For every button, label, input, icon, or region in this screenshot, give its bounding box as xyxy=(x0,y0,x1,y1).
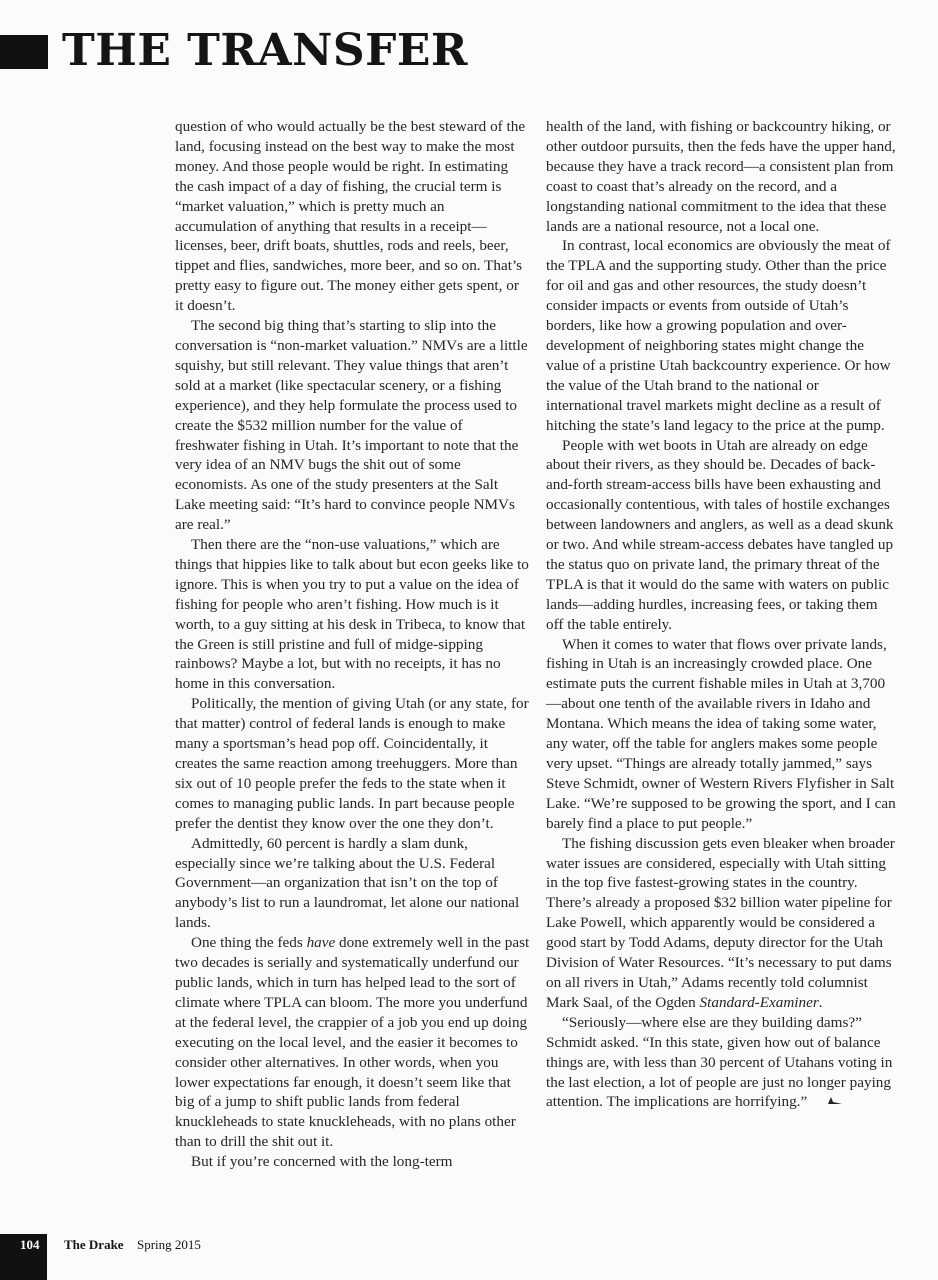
paragraph xyxy=(546,1013,898,1114)
page-number: 104 xyxy=(20,1237,40,1252)
emphasis-text: Standard-Examiner xyxy=(699,993,819,1011)
article-column-left xyxy=(175,117,530,1172)
paragraph-text: One thing the feds xyxy=(191,934,307,952)
paragraph-text: The fishing discussion gets even bleaker when broader water issues are considered, especially with Utah sitting in the top five fastest-growing states in the country. There’s already a proposed $32 billion water pipeline for Lake Powell, which apparently would be considered a good start by Todd Adams, deputy director for the Utah Division of Water Resources. “It’s necessary to put dams on all rivers in Utah,” Adams recently told columnist Mark Saal, of the Ogden xyxy=(546,834,895,1011)
paragraph: health of the land, with fishing or backcountry hiking, or other outdoor pursuits, then the feds have the upper hand, because they have a track record—a consistent plan from coast to coast that’s already on the record, and a longstanding national commitment to the idea that these lands are a national resource, not a local one. xyxy=(546,118,896,235)
fish-end-mark-icon xyxy=(811,1093,843,1113)
emphasis-text: have xyxy=(306,934,336,952)
paragraph: In contrast, local economics are obviously the meat of the TPLA and the supporting study. Other than the price for oil and gas and other resources, the study doesn’t consider impacts or events from outside of Utah’s borders, like how a growing population and over-development of neighboring states might change the value of a pristine Utah backcountry experience. Or how the value of the Utah brand to the national or international travel markets might decline as a result of hitching the state’s land legacy to the price at the pump. xyxy=(546,237,891,434)
paragraph-text: “Seriously—where else are they building dams?” Schmidt asked. “In this state, given how out of balance things are, with less than 30 percent of Utahans voting in the last election, a lot of people are just no longer paying attention. The implications are horrifying.” xyxy=(546,1013,893,1111)
paragraph xyxy=(546,834,898,1013)
section-title: THE TRANSFER xyxy=(62,25,468,76)
paragraph: Politically, the mention of giving Utah (or any state, for that matter) control of federal lands is enough to make many a sportsman’s head pop off. Coincidentally, it creates the same reaction among treehuggers. More than six out of 10 people prefer the feds to the state when it comes to managing public lands. In part because people prefer the dentist they know over the one they don’t. xyxy=(175,695,529,832)
article-column-right xyxy=(546,117,898,1113)
publication-name: The Drake xyxy=(64,1237,124,1252)
paragraph: People with wet boots in Utah are already on edge about their rivers, as they should be. Decades of back-and-forth stream-access bills have been exhausting and occasionally contentious, with tales of hostile exchanges between landowners and anglers, as well as a dead skunk or two. And while stream-access debates have tangled up the status quo on private land, the primary threat of the TPLA is that it would do the same with waters on public lands—adding hurdles, increasing fees, or taking them off the table entirely. xyxy=(546,436,894,633)
paragraph xyxy=(175,933,530,1152)
paragraph: When it comes to water that flows over private lands, fishing in Utah is an increasingly crowded place. One estimate puts the current fishable miles in Utah at 3,700—about one tenth of the available rivers in Idaho and Montana. Which means the idea of taking some water, any water, off the table for anglers makes some people very upset. “Things are already totally jammed,” says Steve Schmidt, owner of Western Rivers Flyfisher in Salt Lake. “We’re supposed to be growing the sport, and I can barely find a place to put people.” xyxy=(546,635,896,832)
paragraph: The second big thing that’s starting to slip into the conversation is “non-market valuation.” NMVs are a little squishy, but still relevant. They value things that aren’t sold at a market (like spectacular scenery, or a fishing experience), and they help formulate the process used to create the $532 million number for the value of freshwater fishing in Utah. It’s important to note that the very idea of an NMV bugs the shit out of some economists. As one of the study presenters at the Salt Lake meeting said: “It’s hard to convince people NMVs are real.” xyxy=(175,317,528,534)
section-marker-bar xyxy=(0,35,48,69)
paragraph: Admittedly, 60 percent is hardly a slam dunk, especially since we’re talking about the U.S. Federal Government—an organization that isn’t on the top of anybody’s list to run a laundromat, let alone our national lands. xyxy=(175,834,520,932)
paragraph: Then there are the “non-use valuations,” which are things that hippies like to talk about but econ geeks like to ignore. This is when you try to put a value on the idea of fishing for people who aren’t fishing. How much is it worth, to a guy sitting at his desk in Tribeca, to know that the Green is still pristine and full of midge-sipping rainbows? Maybe a lot, but with no receipts, it has no home in this conversation. xyxy=(175,536,529,693)
issue-date: Spring 2015 xyxy=(137,1237,201,1252)
paragraph: question of who would actually be the best steward of the land, focusing instead on the best way to make the most money. And those people would be right. In estimating the cash impact of a day of fishing, the crucial term is “market valuation,” which is pretty much an accumulation of anything that results in a receipt—licenses, beer, drift boats, shuttles, rods and reels, beer, tippet and flies, sandwiches, more beer, and so on. That’s pretty easy to figure out. The money either gets spent, or it doesn’t. xyxy=(175,118,526,315)
paragraph-text: done extremely well in the past two decades is serially and systematically underfund our public lands, which in turn has helped lead to the sort of climate where TPLA can bloom. The more you underfund at the federal level, the crappier of a job you end up doing executing on the local level, and the easier it becomes to consider other alternatives. In other words, when you lower expectations far enough, it doesn’t seem like that big of a jump to shift public lands from federal knuckleheads to state knuckleheads, with no plans other than to drill the shit out it. xyxy=(175,934,530,1151)
paragraph-text: . xyxy=(818,993,823,1011)
paragraph: But if you’re concerned with the long-term xyxy=(191,1153,453,1171)
